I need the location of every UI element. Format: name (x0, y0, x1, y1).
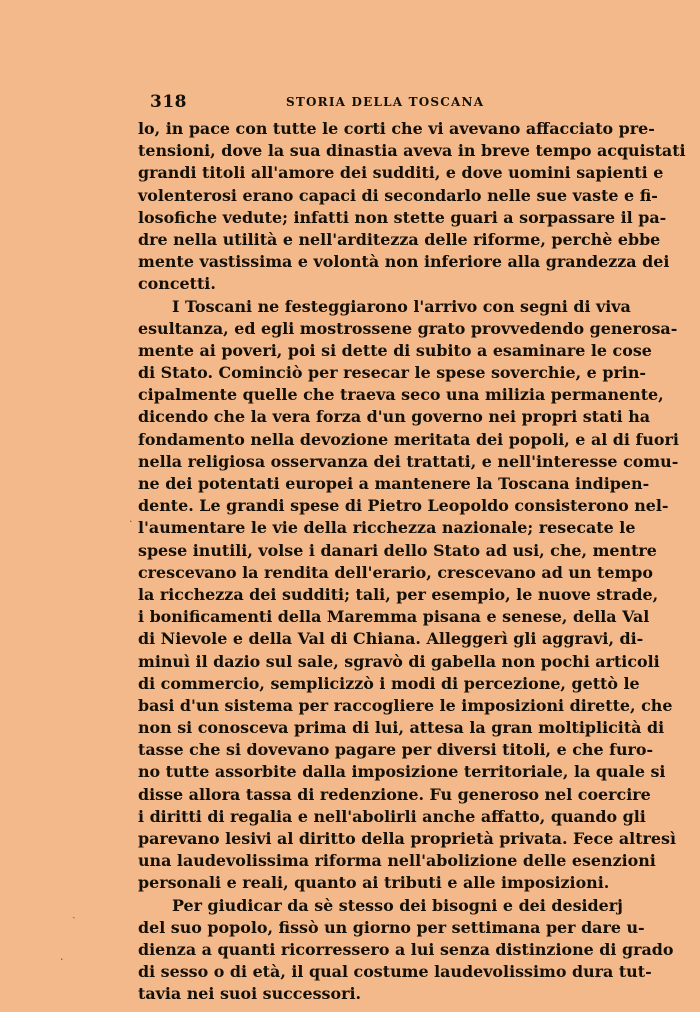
text-line: la ricchezza dei sudditi; tali, per esempio, le nuove strade, (138, 584, 659, 604)
text-line: tensioni, dove la sua dinastia aveva in breve tempo acquistati (138, 141, 686, 161)
text-line: concetti. (138, 274, 216, 294)
text-line: minuì il dazio sul sale, sgravò di gabella non pochi articoli (138, 651, 660, 671)
text-line: grandi titoli all'amore dei sudditi, e dove uomini sapienti e (138, 163, 664, 183)
text-line: ne dei potentati europei a mantenere la Toscana indipen- (138, 474, 650, 493)
text-line: dre nella utilità e nell'arditezza delle riforme, perchè ebbe (138, 229, 661, 249)
page-number: 318 (150, 92, 187, 112)
text-line: dicendo che la vera forza d'un governo nei propri stati ha (138, 407, 651, 427)
paragraph (138, 118, 686, 296)
paragraph (138, 296, 679, 895)
text-line: di commercio, semplicizzò i modi di percezione, gettò le (138, 673, 640, 693)
text-line: tasse che si dovevano pagare per diversi titoli, e che furo- (138, 740, 654, 760)
text-line: non si conosceva prima di lui, attesa la gran moltiplicità di (138, 718, 665, 738)
text-line: di Nievole e della Val di Chiana. Alleggerì gli aggravi, di- (138, 629, 644, 649)
text-line: una laudevolissima riforma nell'abolizione delle esenzioni (138, 851, 656, 871)
paragraph (138, 895, 674, 1006)
margin-mark: · (60, 953, 64, 966)
margin-mark: ˏ (72, 906, 76, 919)
text-line: dente. Le grandi spese di Pietro Leopoldo consisterono nel- (138, 496, 669, 516)
text-line: esultanza, ed egli mostrossene grato provvedendo generosa- (138, 318, 678, 338)
text-line: parevano lesivi al diritto della proprietà privata. Fece altresì (138, 829, 676, 848)
margin-mark: · (129, 515, 133, 528)
text-line: spese inutili, volse i danari dello Stato ad usi, che, mentre (138, 540, 657, 560)
text-line: i bonificamenti della Maremma pisana e senese, della Val (138, 607, 650, 627)
text-line: fondamento nella devozione meritata dei popoli, e al di fuori (138, 429, 679, 449)
text-line: I Toscani ne festeggiarono l'arrivo con segni di viva (172, 296, 631, 316)
text-line: volenterosi erano capaci di secondarlo nelle sue vaste e fi- (138, 185, 658, 205)
text-line: del suo popolo, fissò un giorno per settimana per dare u- (138, 917, 645, 937)
text-line: disse allora tassa di redenzione. Fu generoso nel coercire (138, 784, 651, 804)
text-line: crescevano la rendita dell'erario, crescevano ad un tempo (138, 562, 653, 582)
page-header (138, 92, 622, 116)
text-line: di Stato. Cominciò per resecar le spese soverchie, e prin- (138, 363, 646, 383)
text-line: nella religiosa osservanza dei trattati, e nell'interesse comu- (138, 451, 679, 471)
text-line: Per giudicar da sè stesso dei bisogni e dei desiderj (172, 895, 623, 915)
text-line: personali e reali, quanto ai tributi e alle imposizioni. (138, 873, 610, 893)
book-page (138, 92, 686, 1006)
running-title: STORIA DELLA TOSCANA (286, 95, 485, 109)
text-line: basi d'un sistema per raccogliere le imposizioni dirette, che (138, 695, 673, 715)
text-line: losofiche vedute; infatti non stette guari a sorpassare il pa- (138, 207, 667, 227)
text-line: mente vastissima e volontà non inferiore alla grandezza dei (138, 252, 670, 272)
text-line: di sesso o di età, il qual costume laudevolissimo dura tut- (138, 962, 652, 982)
text-line: i diritti di regalia e nell'abolirli anche affatto, quando gli (138, 806, 646, 826)
body-text (138, 118, 686, 1006)
text-line: l'aumentare le vie della ricchezza nazionale; resecate le (138, 518, 636, 538)
text-line: mente ai poveri, poi si dette di subito a esaminare le cose (138, 340, 652, 360)
text-line: tavia nei suoi successori. (138, 984, 362, 1004)
text-line: no tutte assorbite dalla imposizione territoriale, la quale si (138, 762, 666, 782)
text-line: dienza a quanti ricorressero a lui senza distinzione di grado (138, 939, 674, 959)
text-line: cipalmente quelle che traeva seco una milizia permanente, (138, 385, 664, 405)
text-line: lo, in pace con tutte le corti che vi avevano affacciato pre- (138, 119, 655, 138)
